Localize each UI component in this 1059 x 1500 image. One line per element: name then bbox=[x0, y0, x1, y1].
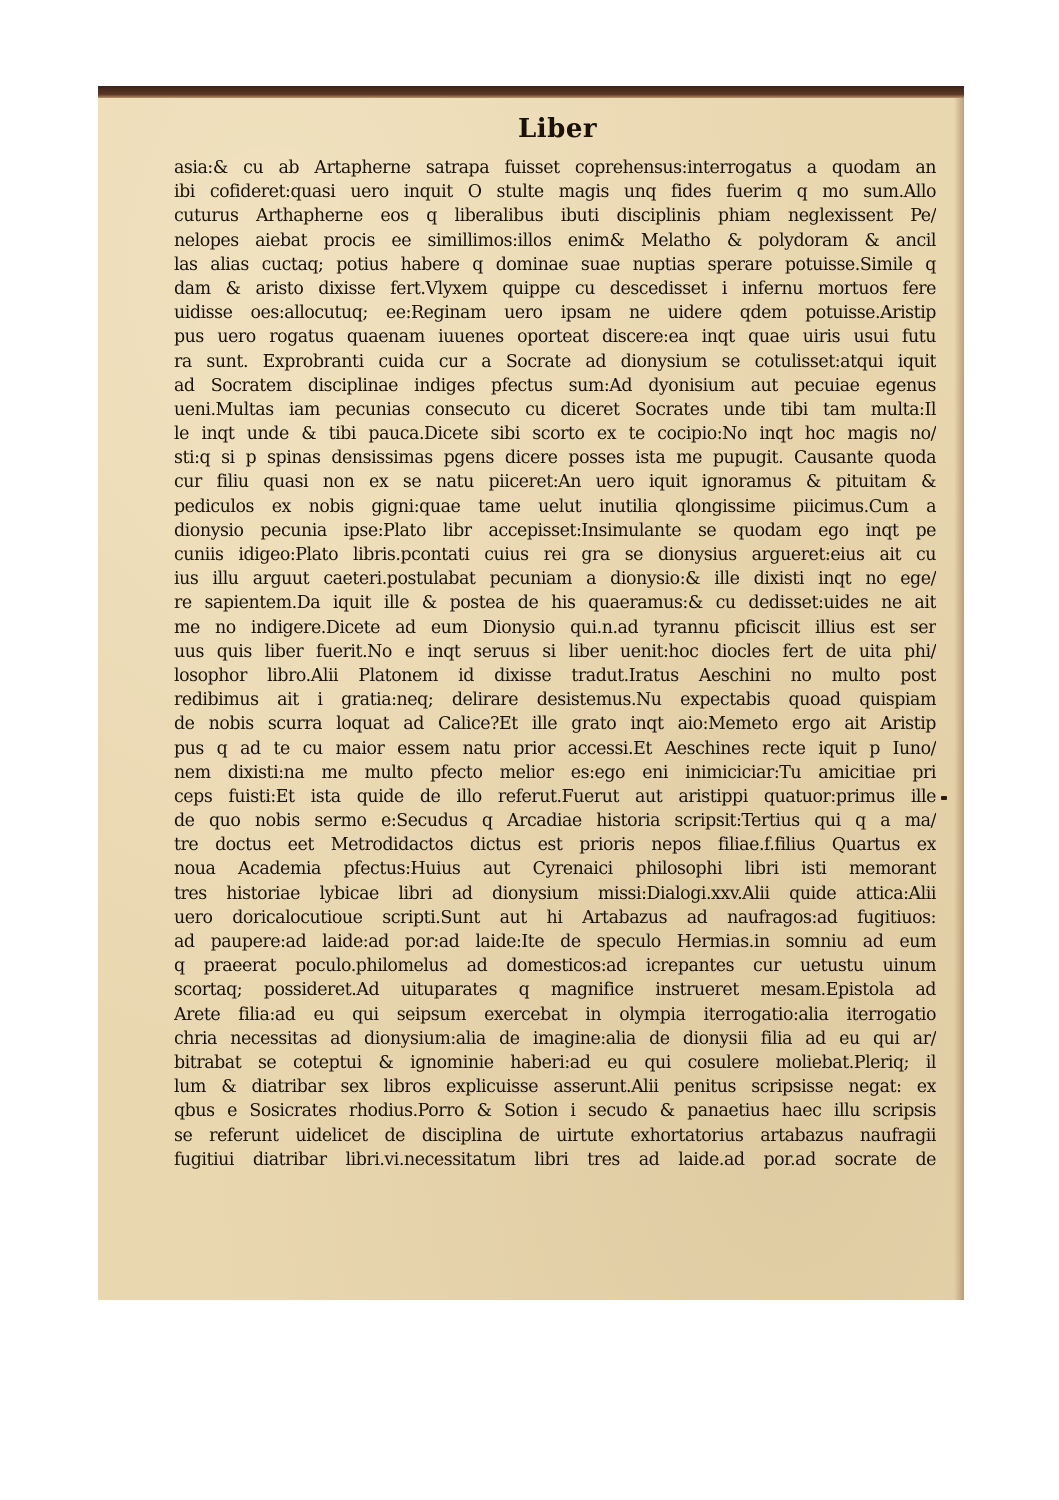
page-edge-shadow bbox=[954, 98, 964, 1300]
text-line: de quo nobis sermo e:Secudus q Arcadiae historia scripsit:Tertius qui q a ma/ bbox=[174, 811, 936, 832]
text-line: ceps fuisti:Et ista quide de illo referut.Fuerut aut aristippi quatuor:primus ille bbox=[174, 786, 936, 807]
text-line: asia:& cu ab Artapherne satrapa fuisset coprehensus:interrogatus a quodam an bbox=[174, 158, 936, 178]
text-line: uidisse oes:allocutuq; ee:Reginam uero ipsam ne uidere qdem potuisse.Aristip bbox=[174, 303, 936, 324]
text-line: ueni.Multas iam pecunias consecuto cu diceret Socrates unde tibi tam multa:Il bbox=[174, 399, 936, 420]
text-line: ra sunt. Exprobranti cuida cur a Socrate ad dionysium se cotulisset:atqui iquit bbox=[174, 351, 936, 372]
text-line: cuniis idigeo:Plato libris.pcontati cuius rei gra se dionysius argueret:eius ait cu bbox=[174, 545, 936, 565]
running-head: Liber bbox=[518, 114, 598, 144]
text-line: uero doricalocutioue scripti.Sunt aut hi Artabazus ad naufragos:ad fugitiuos: bbox=[174, 907, 936, 928]
text-line: re sapientem.Da iquit ille & postea de his quaeramus:& cu dedisset:uides ne ait bbox=[174, 593, 936, 614]
text-line: dam & aristo dixisse fert.Vlyxem quippe cu descedisset i infernu mortuos fere bbox=[174, 278, 936, 299]
text-line: ius illu arguut caeteri.postulabat pecuniam a dionysio:& ille dixisti inqt no ege/ bbox=[174, 569, 936, 590]
text-line: lum & diatribar sex libros explicuisse asserunt.Alii penitus scripsisse negat: ex bbox=[174, 1077, 936, 1098]
text-line: de nobis scurra loquat ad Calice?Et ille grato inqt aio:Memeto ergo ait Aristip bbox=[174, 714, 936, 735]
text-line: qbus e Sosicrates rhodius.Porro & Sotion i secudo & panaetius haec illu scripsis bbox=[174, 1101, 936, 1122]
text-line: nelopes aiebat procis ee simillimos:illos enim& Melatho & polydoram & ancil bbox=[174, 230, 936, 251]
text-line: losophor libro.Alii Platonem id dixisse tradut.Iratus Aeschini no multo post bbox=[174, 665, 936, 686]
page-scan bbox=[98, 86, 964, 1300]
text-line: sti:q si p spinas densissimas pgens dicere posses ista me pupugit. Causante quoda bbox=[174, 448, 936, 469]
text-line: le inqt unde & tibi pauca.Dicete sibi scorto ex te cocipio:No inqt hoc magis no/ bbox=[174, 424, 936, 445]
text-line: fugitiui diatribar libri.vi.necessitatum libri tres ad laide.ad por.ad socrate de bbox=[174, 1149, 936, 1170]
text-line: me no indigere.Dicete ad eum Dionysio qui.n.ad tyrannu pficiscit illius est ser bbox=[174, 617, 936, 638]
text-line: ad paupere:ad laide:ad por:ad laide:Ite de speculo Hermias.in somniu ad eum bbox=[174, 932, 936, 952]
text-line: las alias cuctaq; potius habere q dominae suae nuptias sperare potuisse.Simile q bbox=[174, 254, 936, 275]
text-line: se referunt uidelicet de disciplina de uirtute exhortatorius artabazus naufragii bbox=[174, 1125, 936, 1146]
text-line: ad Socratem disciplinae indiges pfectus sum:Ad dyonisium aut pecuiae egenus bbox=[174, 375, 936, 396]
text-line: cur filiu quasi non ex se natu piiceret:An uero iquit ignoramus & pituitam & bbox=[174, 472, 936, 493]
text-line: pus q ad te cu maior essem natu prior accessi.Et Aeschines recte iquit p Iuno/ bbox=[174, 738, 936, 759]
margin-mark bbox=[941, 796, 947, 800]
text-line: nem dixisti:na me multo pfecto melior es:ego eni inimiciciar:Tu amicitiae pri bbox=[174, 762, 936, 783]
text-line: pediculos ex nobis gigni:quae tame uelut inutilia qlongissime piicimus.Cum a bbox=[174, 496, 936, 517]
text-line: Arete filia:ad eu qui seipsum exercebat in olympia iterrogatio:alia iterrogatio bbox=[174, 1004, 936, 1025]
text-line: ibi cofideret:quasi uero inquit O stulte magis unq fides fuerim q mo sum.Allo bbox=[174, 182, 936, 203]
text-line: dionysio pecunia ipse:Plato libr accepisset:Insimulante se quodam ego inqt pe bbox=[174, 520, 936, 541]
text-line: pus uero rogatus quaenam iuuenes oporteat discere:ea inqt quae uiris usui futu bbox=[174, 327, 936, 348]
text-line: bitrabat se coteptui & ignominie haberi:ad eu qui cosulere moliebat.Pleriq; il bbox=[174, 1052, 936, 1073]
binding-edge bbox=[98, 86, 964, 98]
text-line: scortaq; possideret.Ad uituparates q magnifice instrueret mesam.Epistola ad bbox=[174, 980, 936, 1001]
text-line: noua Academia pfectus:Huius aut Cyrenaici philosophi libri isti memorant bbox=[174, 859, 936, 880]
text-line: q praeerat poculo.philomelus ad domesticos:ad icrepantes cur uetustu uinum bbox=[174, 956, 936, 977]
text-line: uus quis liber fuerit.No e inqt seruus si liber uenit:hoc diocles fert de uita phi/ bbox=[174, 641, 936, 662]
text-line: cuturus Arthapherne eos q liberalibus ibuti disciplinis phiam neglexissent Pe/ bbox=[174, 206, 936, 227]
text-line: chria necessitas ad dionysium:alia de imagine:alia de dionysii filia ad eu qui ar/ bbox=[174, 1028, 936, 1049]
text-line: tre doctus eet Metrodidactos dictus est prioris nepos filiae.f.filius Quartus ex bbox=[174, 835, 936, 856]
text-block bbox=[174, 156, 936, 1172]
text-line: redibimus ait i gratia:neq; delirare desistemus.Nu expectabis quoad quispiam bbox=[174, 690, 936, 711]
text-line: tres historiae lybicae libri ad dionysium missi:Dialogi.xxv.Alii quide attica:Alii bbox=[174, 883, 936, 904]
